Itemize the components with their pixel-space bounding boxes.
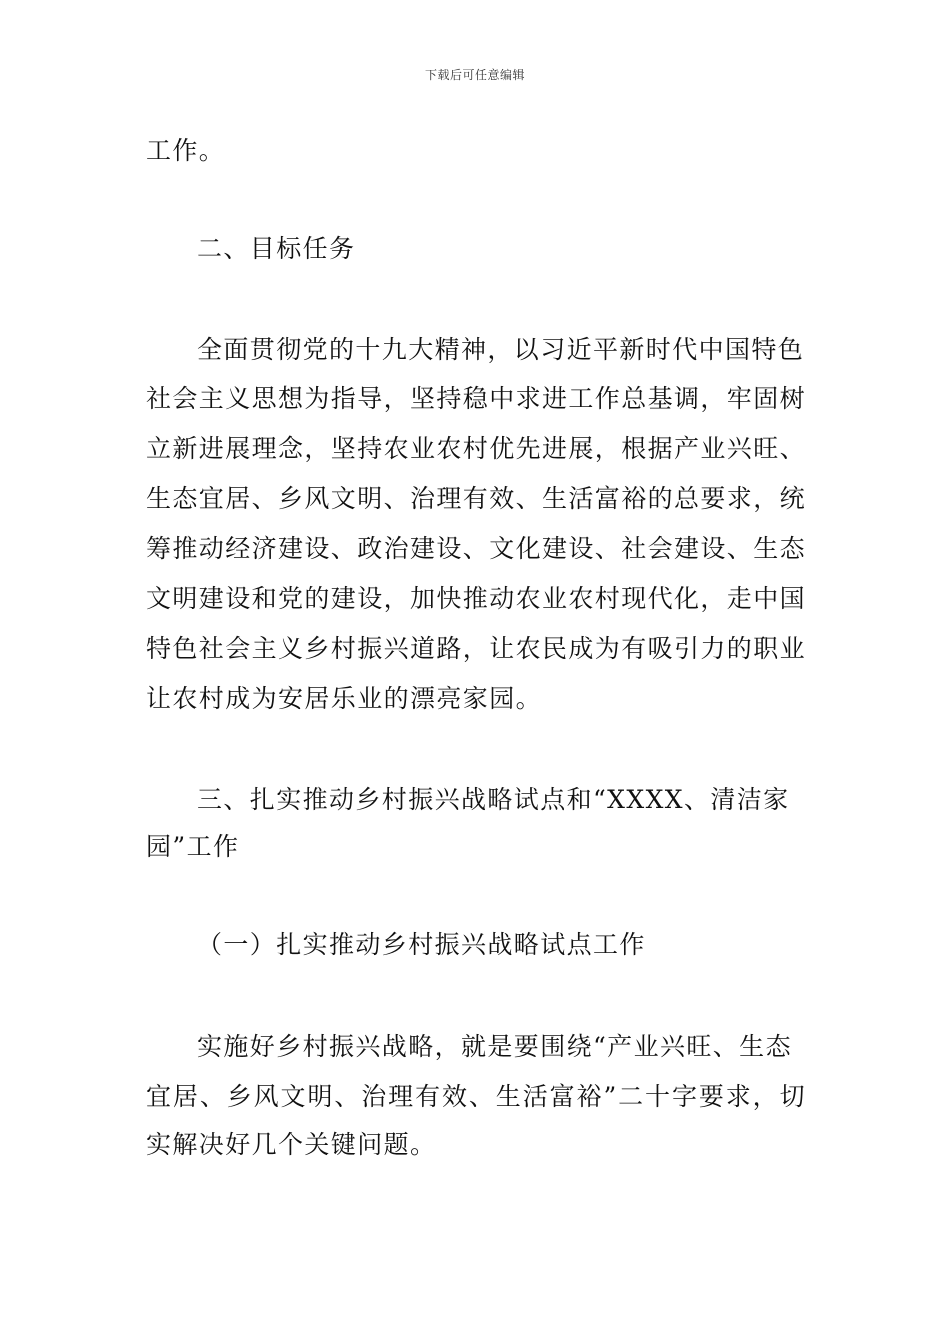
subsection-heading: （一）扎实推动乡村振兴战略试点工作 xyxy=(197,930,646,959)
paragraph-line: 宜居、乡风文明、治理有效、生活富裕”二十字要求，切 xyxy=(146,1082,806,1111)
paragraph-line: 让农村成为安居乐业的漂亮家园。 xyxy=(146,684,543,713)
paragraph-line: 社会主义思想为指导，坚持稳中求进工作总基调，牢固树 xyxy=(146,384,807,413)
paragraph-line: 全面贯彻党的十九大精神，以习近平新时代中国特色 xyxy=(197,335,805,364)
heading-line: 三、扎实推动乡村振兴战略试点和“XXXX、清洁家 xyxy=(197,785,790,814)
heading-line: 园”工作 xyxy=(146,832,240,861)
header-note: 下载后可任意编辑 xyxy=(424,68,525,82)
paragraph-line: 筹推动经济建设、政治建设、文化建设、社会建设、生态 xyxy=(146,534,807,563)
paragraph-line: 实施好乡村振兴战略，就是要围绕“产业兴旺、生态 xyxy=(197,1032,792,1061)
paragraph-line: 实解决好几个关键问题。 xyxy=(146,1130,437,1159)
paragraph-line: 生态宜居、乡风文明、治理有效、生活富裕的总要求，统 xyxy=(146,484,807,513)
paragraph-line: 文明建设和党的建设，加快推动农业农村现代化，走中国 xyxy=(146,584,807,613)
paragraph-line: 立新进展理念，坚持农业农村优先进展，根据产业兴旺、 xyxy=(146,434,807,463)
paragraph-line: 特色社会主义乡村振兴道路，让农民成为有吸引力的职业 xyxy=(146,634,807,663)
section-heading-2: 二、目标任务 xyxy=(197,234,356,263)
continuation-line: 工作。 xyxy=(146,136,226,165)
